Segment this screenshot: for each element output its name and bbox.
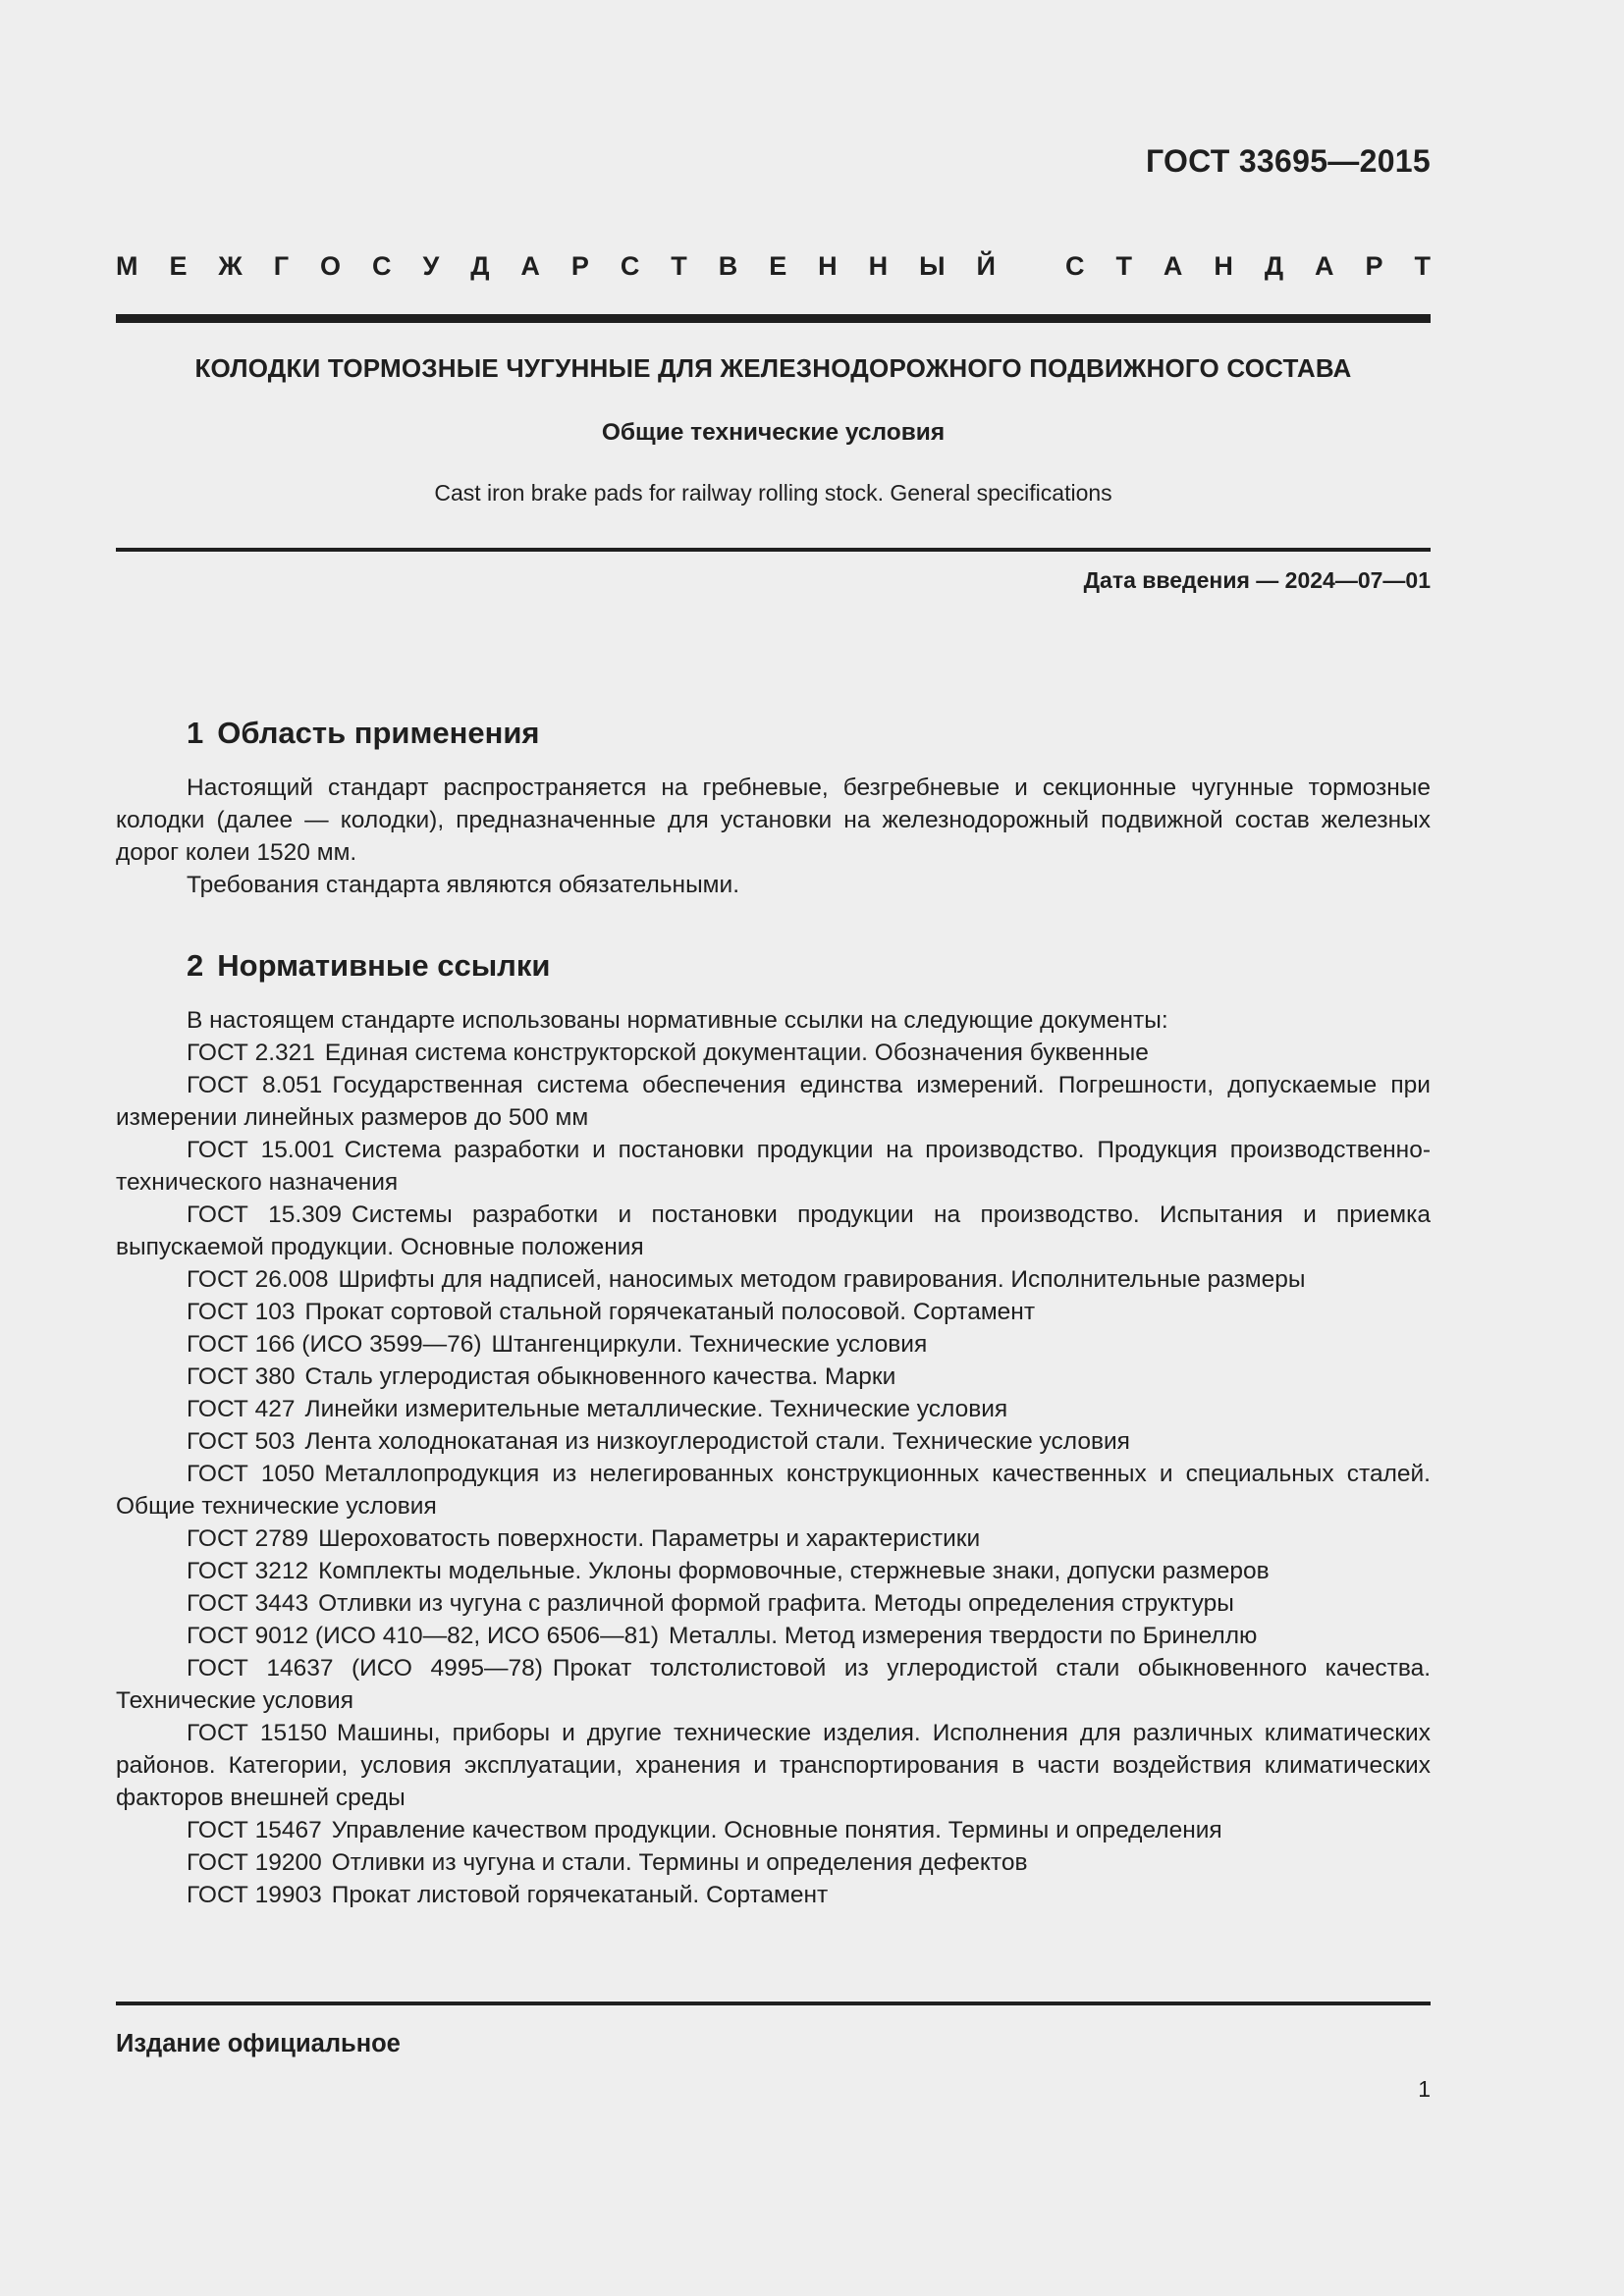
reference-title: Линейки измерительные металлические. Технические условия	[304, 1396, 1008, 1422]
reference-title: Шероховатость поверхности. Параметры и характеристики	[318, 1525, 981, 1552]
reference-item	[116, 1069, 1431, 1134]
reference-title: Комплекты модельные. Уклоны формовочные, стержневые знаки, допуски размеров	[318, 1558, 1270, 1584]
reference-title: Металлы. Метод измерения твердости по Бринеллю	[668, 1623, 1258, 1649]
banner-word-standard	[1065, 250, 1431, 282]
reference-title: Прокат сортовой стальной горячекатаный полосовой. Сортамент	[304, 1299, 1036, 1325]
banner-letter: А	[1315, 251, 1334, 281]
banner-letter: Е	[169, 251, 188, 281]
reference-code: ГОСТ 103	[187, 1299, 296, 1325]
reference-item	[116, 1393, 1431, 1425]
reference-item	[116, 1717, 1431, 1814]
reference-item	[116, 1587, 1431, 1620]
reference-item	[116, 1328, 1431, 1361]
reference-item	[116, 1134, 1431, 1199]
reference-code: ГОСТ 26.008	[187, 1266, 329, 1293]
reference-title: Отливки из чугуна с различной формой графита. Методы определения структуры	[318, 1590, 1234, 1617]
banner-letter: Г	[273, 251, 290, 281]
banner-letter: Й	[976, 251, 996, 281]
reference-item	[116, 1652, 1431, 1717]
banner-letter: Н	[868, 251, 889, 281]
english-title: Cast iron brake pads for railway rolling stock. General specifications	[434, 480, 1112, 506]
reference-item	[116, 1458, 1431, 1522]
reference-code: ГОСТ 15150	[187, 1720, 327, 1746]
footer-rule	[116, 2002, 1431, 2005]
banner-letter: Т	[1115, 251, 1132, 281]
reference-list	[116, 1037, 1431, 1911]
reference-code: ГОСТ 3443	[187, 1590, 309, 1617]
banner-letter: В	[718, 251, 738, 281]
reference-code: ГОСТ 19903	[187, 1882, 322, 1908]
banner-letter: Т	[1414, 251, 1431, 281]
standard-type-banner	[116, 250, 1431, 282]
reference-title: Лента холоднокатаная из низкоуглеродистой стали. Технические условия	[304, 1428, 1130, 1455]
banner-letter: Р	[1365, 251, 1383, 281]
reference-item	[116, 1425, 1431, 1458]
reference-code: ГОСТ 166 (ИСО 3599—76)	[187, 1331, 482, 1358]
banner-letter: Ы	[919, 251, 946, 281]
reference-title: Прокат толстолистовой из углеродистой стали обыкновенного качества. Технические условия	[116, 1655, 1431, 1714]
reference-code: ГОСТ 14637 (ИСО 4995—78)	[187, 1655, 543, 1682]
banner-letter: Н	[818, 251, 838, 281]
section-heading	[116, 714, 1431, 753]
reference-code: ГОСТ 15.001	[187, 1137, 335, 1163]
document-subtitle: Общие технические условия	[601, 419, 946, 446]
reference-code: ГОСТ 2.321	[187, 1040, 315, 1066]
paragraph: В настоящем стандарте использованы нормативные ссылки на следующие документы:	[187, 1007, 1168, 1034]
reference-item	[116, 1620, 1431, 1652]
reference-item	[116, 1263, 1431, 1296]
banner-letter: Д	[470, 251, 490, 281]
section-normative-references	[116, 946, 1431, 1911]
reference-item	[116, 1199, 1431, 1263]
standard-code: ГОСТ 33695—2015	[1145, 143, 1431, 179]
page-number: 1	[1418, 2076, 1431, 2102]
reference-item	[116, 1361, 1431, 1393]
title-rule	[116, 548, 1431, 552]
reference-code: ГОСТ 15467	[187, 1817, 322, 1843]
reference-title: Штангенциркули. Технические условия	[491, 1331, 928, 1358]
banner-letter: Т	[671, 251, 687, 281]
banner-letter: М	[116, 251, 138, 281]
reference-title: Прокат листовой горячекатаный. Сортамент	[331, 1882, 829, 1908]
banner-letter: А	[520, 251, 540, 281]
banner-letter: Н	[1214, 251, 1233, 281]
document-title: КОЛОДКИ ТОРМОЗНЫЕ ЧУГУННЫЕ ДЛЯ ЖЕЛЕЗНОДОРОЖНОГО ПОДВИЖНОГО СОСТАВА	[194, 353, 1352, 383]
section-number: 1	[187, 716, 204, 750]
banner-letter: Д	[1264, 251, 1284, 281]
official-edition-label: Издание официальное	[116, 2030, 401, 2057]
reference-title: Системы разработки и постановки продукции на производство. Испытания и приемка выпускаемой продукции. Основные положения	[116, 1201, 1431, 1260]
banner-letter: А	[1163, 251, 1183, 281]
reference-code: ГОСТ 503	[187, 1428, 296, 1455]
effective-date: Дата введения — 2024—07—01	[1083, 567, 1431, 593]
reference-item	[116, 1846, 1431, 1879]
reference-code: ГОСТ 380	[187, 1363, 296, 1390]
reference-code: ГОСТ 3212	[187, 1558, 309, 1584]
banner-letter: С	[620, 251, 640, 281]
reference-code: ГОСТ 15.309	[187, 1201, 343, 1228]
reference-item	[116, 1879, 1431, 1911]
section-title: Нормативные ссылки	[217, 948, 551, 983]
paragraph: Настоящий стандарт распространяется на гребневые, безгребневые и секционные чугунные тормозные колодки (далее — колодки), предназначенные для установки на железнодорожный подвижной состав железных дорог колеи 1520 мм.	[116, 774, 1431, 866]
reference-code: ГОСТ 2789	[187, 1525, 309, 1552]
section-heading	[116, 946, 1431, 986]
reference-item	[116, 1522, 1431, 1555]
reference-title: Отливки из чугуна и стали. Термины и определения дефектов	[331, 1849, 1028, 1876]
reference-title: Металлопродукция из нелегированных конструкционных качественных и специальных сталей. Общие технические условия	[116, 1461, 1431, 1520]
section-scope	[116, 714, 1431, 901]
reference-title: Управление качеством продукции. Основные понятия. Термины и определения	[331, 1817, 1222, 1843]
reference-code: ГОСТ 8.051	[187, 1072, 323, 1098]
banner-letter: О	[320, 251, 342, 281]
banner-letter: С	[372, 251, 392, 281]
banner-word-interstate	[116, 250, 996, 282]
banner-letter: С	[1065, 251, 1085, 281]
banner-letter: Ж	[218, 251, 243, 281]
reference-item	[116, 1555, 1431, 1587]
reference-title: Сталь углеродистая обыкновенного качества. Марки	[304, 1363, 896, 1390]
reference-code: ГОСТ 1050	[187, 1461, 315, 1487]
reference-title: Система разработки и постановки продукции на производство. Продукция производственно-технического назначения	[116, 1137, 1431, 1196]
document-page	[116, 0, 1431, 2296]
reference-code: ГОСТ 9012 (ИСО 410—82, ИСО 6506—81)	[187, 1623, 659, 1649]
banner-letter: Е	[769, 251, 787, 281]
section-number: 2	[187, 948, 204, 983]
reference-item	[116, 1037, 1431, 1069]
reference-title: Государственная система обеспечения единства измерений. Погрешности, допускаемые при измерении линейных размеров до 500 мм	[116, 1072, 1431, 1131]
paragraph: Требования стандарта являются обязательными.	[187, 872, 740, 898]
reference-item	[116, 1814, 1431, 1846]
banner-letter: У	[422, 251, 440, 281]
reference-code: ГОСТ 19200	[187, 1849, 322, 1876]
reference-title: Шрифты для надписей, наносимых методом гравирования. Исполнительные размеры	[338, 1266, 1306, 1293]
header-rule	[116, 314, 1431, 323]
reference-item	[116, 1296, 1431, 1328]
reference-title: Машины, приборы и другие технические изделия. Исполнения для различных климатических районов. Категории, условия эксплуатации, хранения и транспортирования в части воздействия климатических факторов внешней среды	[116, 1720, 1431, 1811]
reference-title: Единая система конструкторской документации. Обозначения буквенные	[324, 1040, 1149, 1066]
section-title: Область применения	[217, 716, 540, 750]
reference-code: ГОСТ 427	[187, 1396, 296, 1422]
banner-letter: Р	[570, 251, 589, 281]
